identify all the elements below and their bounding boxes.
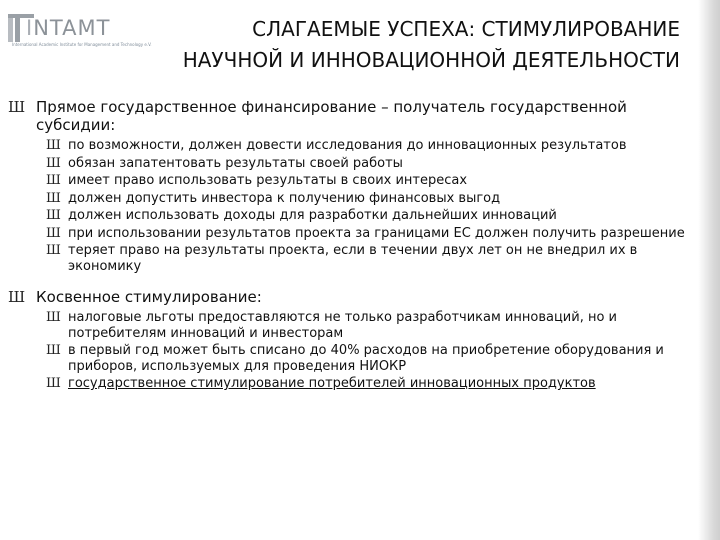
list-item-text: должен использовать доходы для разработки дальнейших инноваций xyxy=(68,208,557,223)
bullet-icon: Ш xyxy=(8,98,26,116)
list-item-text: по возможности, должен довести исследования до инновационных результатов xyxy=(68,138,627,153)
list-item xyxy=(0,173,690,189)
bullet-icon: Ш xyxy=(46,343,61,358)
list-item xyxy=(0,208,690,224)
slide-title xyxy=(120,14,680,76)
list-item-text: при использовании результатов проекта за границами ЕС должен получить разрешение xyxy=(68,225,685,241)
logo-wordmark xyxy=(26,16,110,40)
list-item-text: государственное стимулирование потребителей инновационных продуктов xyxy=(68,376,596,391)
list-item-text: в первый год может быть списано до 40% расходов на приобретение оборудования и приборов, используемых для проведения НИОКР xyxy=(68,343,664,374)
slide-title-line1: СЛАГАЕМЫЕ УСПЕХА: СТИМУЛИРОВАНИЕ xyxy=(252,17,680,41)
bullet-icon: Ш xyxy=(46,173,61,188)
section-heading: Прямое государственное финансирование – получатель государственной субсидии: xyxy=(36,98,627,134)
section-heading: Косвенное стимулирование: xyxy=(36,288,262,306)
bullet-icon: Ш xyxy=(46,138,61,153)
bullet-icon: Ш xyxy=(46,310,61,325)
list-item xyxy=(0,226,690,242)
list-item-text: должен допустить инвестора к получению финансовых выгод xyxy=(68,190,501,206)
direct-funding-list xyxy=(0,138,690,274)
list-item xyxy=(0,138,690,154)
list-item xyxy=(0,343,690,374)
list-item-text: имеет право использовать результаты в своих интересах xyxy=(68,173,468,188)
indirect-stimulation-list xyxy=(0,310,690,392)
list-item-text: обязан запатентовать результаты своей работы xyxy=(68,155,403,171)
logo-wordmark-main: NTAMT xyxy=(33,16,111,40)
bullet-icon: Ш xyxy=(46,190,61,206)
bullet-icon: Ш xyxy=(46,155,61,171)
logo-wordmark-prefix: I xyxy=(26,16,34,40)
section-direct-funding xyxy=(0,98,690,134)
list-item-text: теряет право на результаты проекта, если в течении двух лет он не внедрил их в экономику xyxy=(68,243,638,274)
right-edge-shadow xyxy=(698,0,720,540)
bullet-icon: Ш xyxy=(46,225,61,241)
bullet-icon: Ш xyxy=(46,243,61,258)
bullet-icon: Ш xyxy=(46,208,61,223)
list-item xyxy=(0,310,690,341)
list-item xyxy=(0,156,690,172)
bullet-icon: Ш xyxy=(46,376,61,391)
section-indirect-stimulation xyxy=(0,288,690,306)
list-item xyxy=(0,191,690,207)
bullet-icon: Ш xyxy=(8,288,26,306)
logo-subtitle: International Academic Institute for Management and Technology e.V. xyxy=(12,42,152,47)
slide-content xyxy=(0,98,690,392)
slide-title-line2: НАУЧНОЙ И ИННОВАЦИОННОЙ ДЕЯТЕЛЬНОСТИ xyxy=(182,48,680,72)
list-item xyxy=(0,243,690,274)
list-item xyxy=(0,376,690,392)
list-item-text: налоговые льготы предоставляются не только разработчикам инноваций, но и потребителям инноваций и инвесторам xyxy=(68,310,617,341)
